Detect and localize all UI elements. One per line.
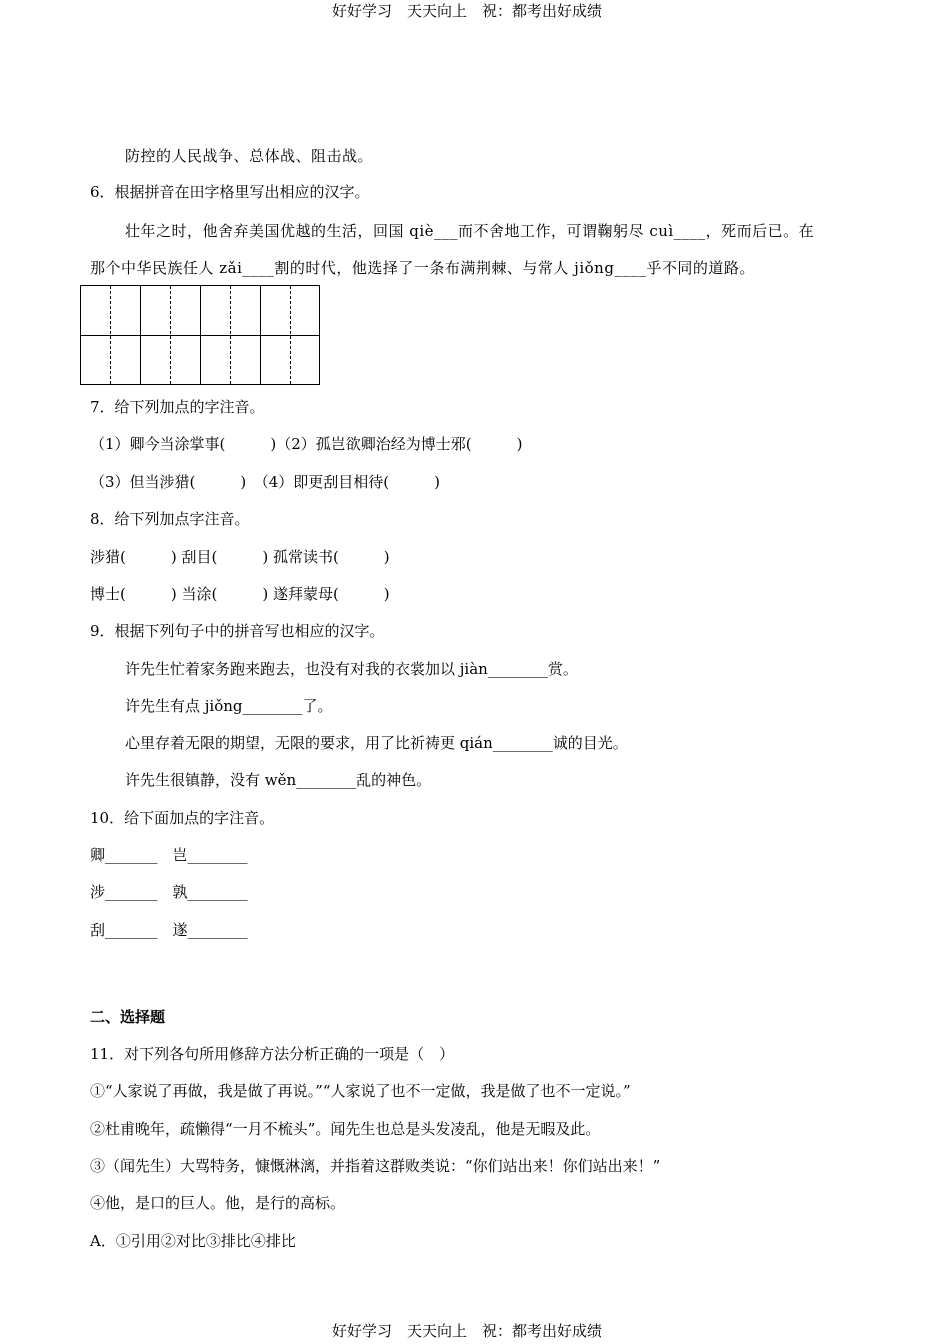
- q7-title: 7．给下列加点的字注音。: [90, 398, 265, 416]
- q5-tail-text: 防控的人民战争、总体战、阻击战。: [125, 147, 374, 165]
- q10-row-3: 刮_______ 遂________: [90, 921, 248, 939]
- q10-title: 10．给下面加点的字注音。: [90, 809, 275, 827]
- q7-line-1: （1）卿今当涂掌事( )（2）孤岂欲卿治经为博士邪( ): [90, 435, 523, 453]
- q6-line-1: 壮年之时，他舍弃美国优越的生活，回国 qiè___而不舍地工作，可谓鞠躬尽 cuì____，死而后已。在: [125, 222, 815, 240]
- q6-title: 6．根据拼音在田字格里写出相应的汉字。: [90, 183, 370, 201]
- q11-sentence-2: ②杜甫晚年，疏懒得“一月不梳头”。闻先生也总是头发凌乱，他是无暇及此。: [90, 1120, 601, 1138]
- page-header: 好好学习 天天向上 祝：都考出好成绩: [332, 2, 603, 20]
- q11-sentence-3: ③（闻先生）大骂特务，慷慨淋漓，并指着这群败类说：“你们站出来！你们站出来！”: [90, 1157, 661, 1175]
- q11-sentence-1: ①“人家说了再做，我是做了再说。”“人家说了也不一定做，我是做了也不一定说。”: [90, 1082, 631, 1100]
- q11-sentence-4: ④他，是口的巨人。他，是行的高标。: [90, 1194, 346, 1212]
- q6-line-2: 那个中华民族任人 zǎi____割的时代，他选择了一条布满荆棘、与常人 jiǒng____乎不同的道路。: [90, 259, 755, 277]
- q10-row-2: 涉_______ 孰________: [90, 883, 248, 901]
- q9-sentence-1: 许先生忙着家务跑来跑去，也没有对我的衣裳加以 jiàn________赏。: [125, 660, 578, 678]
- page-footer: 好好学习 天天向上 祝：都考出好成绩: [332, 1322, 603, 1340]
- q9-title: 9．根据下列句子中的拼音写也相应的汉字。: [90, 622, 385, 640]
- q7-line-2: （3）但当涉猎( ) （4）即更刮目相待( ): [90, 473, 440, 491]
- q9-sentence-3: 心里存着无限的期望，无限的要求，用了比祈祷更 qián________诚的目光。: [125, 734, 628, 752]
- q10-row-1: 卿_______ 岂________: [90, 846, 248, 864]
- q11-option-a: A．①引用②对比③排比④排比: [90, 1232, 296, 1250]
- section-2-title: 二、选择题: [90, 1008, 166, 1026]
- q9-sentence-2: 许先生有点 jiǒng________了。: [125, 697, 333, 715]
- q8-line-2: 博士( ) 当涂( ) 遂拜蒙母( ): [90, 585, 390, 603]
- q11-title: 11．对下列各句所用修辞方法分析正确的一项是（ ）: [90, 1045, 455, 1063]
- tianzige-grid: [80, 285, 320, 385]
- q8-title: 8．给下列加点字注音。: [90, 510, 250, 528]
- q9-sentence-4: 许先生很镇静，没有 wěn________乱的神色。: [125, 771, 432, 789]
- q8-line-1: 涉猎( ) 刮目( ) 孤常读书( ): [90, 548, 390, 566]
